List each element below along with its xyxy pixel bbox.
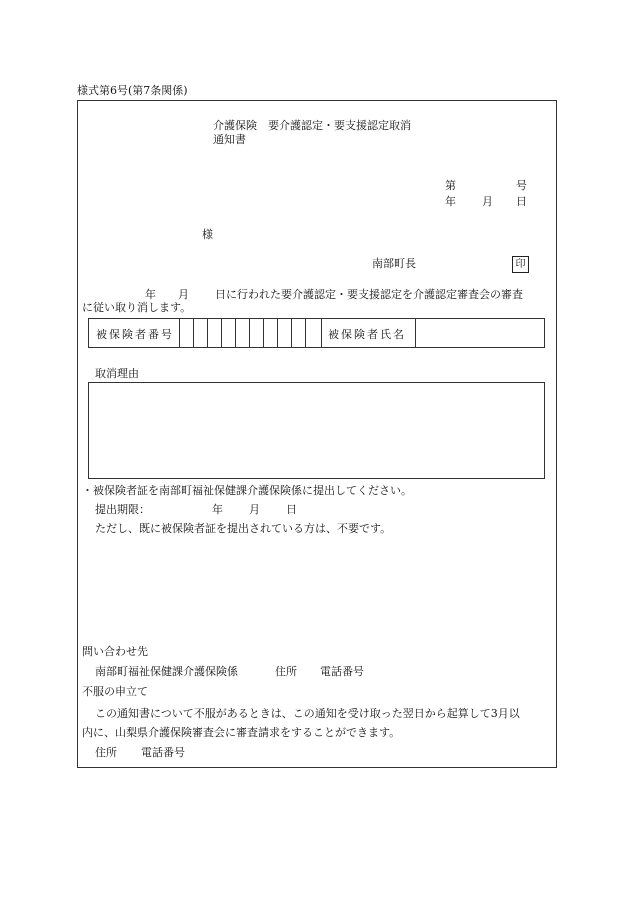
insured-number-digit[interactable] — [208, 319, 222, 347]
addressee-suffix: 様 — [202, 228, 213, 241]
inquiry-heading: 問い合わせ先 — [82, 645, 148, 658]
insured-name-label: 被保険者氏名 — [328, 328, 406, 341]
body-text-line-2: に従い取り消します。 — [82, 301, 192, 314]
inquiry-address: 住所 — [275, 665, 297, 678]
number-suffix: 号 — [516, 179, 527, 192]
body-month: 月 — [178, 288, 189, 301]
issue-month: 月 — [482, 195, 493, 208]
insured-number-digit[interactable] — [194, 319, 208, 347]
appeal-phone: 電話番号 — [141, 746, 185, 759]
insured-number-digit[interactable] — [236, 319, 250, 347]
deadline-label: 提出期限： — [95, 503, 150, 516]
cancel-reason-box[interactable] — [88, 382, 545, 479]
cancel-reason-label: 取消理由 — [95, 367, 139, 380]
insured-name-field[interactable] — [416, 319, 544, 347]
inquiry-phone: 電話番号 — [320, 665, 364, 678]
insured-number-label-cell — [89, 319, 180, 347]
appeal-line-1: この通知書について不服があるときは、この通知を受け取った翌日から起算して3月以 — [95, 707, 520, 720]
insured-number-digit[interactable] — [278, 319, 292, 347]
insured-number-digit[interactable] — [250, 319, 264, 347]
deadline-year: 年 — [212, 503, 223, 516]
seal-mark: 印 — [512, 256, 529, 273]
issuer: 南部町長 — [372, 257, 416, 270]
issue-day: 日 — [516, 195, 527, 208]
body-text-line-1: 日に行われた要介護認定・要支援認定を介護認定審査会の審査 — [215, 288, 523, 301]
insured-number-digit[interactable] — [222, 319, 236, 347]
insured-number-label: 被保険者番号 — [96, 328, 174, 341]
body-year: 年 — [145, 288, 156, 301]
insured-table — [88, 318, 545, 348]
appeal-line-2: 内に、山梨県介護保険審査会に審査請求をすることができます。 — [82, 726, 401, 739]
insured-number-digit[interactable] — [292, 319, 306, 347]
notice-note: ただし、既に被保険者証を提出されている方は、不要です。 — [95, 522, 392, 535]
number-prefix: 第 — [445, 179, 456, 192]
insured-name-label-cell — [322, 319, 416, 347]
appeal-address: 住所 — [95, 746, 117, 759]
title-line-1: 介護保険 要介護認定・要支援認定取消 — [213, 119, 411, 132]
insured-number-digit[interactable] — [264, 319, 278, 347]
appeal-heading: 不服の申立て — [82, 685, 148, 698]
title-line-2: 通知書 — [213, 133, 246, 146]
issue-year: 年 — [445, 195, 456, 208]
insured-number-digit[interactable] — [180, 319, 194, 347]
deadline-day: 日 — [286, 503, 297, 516]
deadline-month: 月 — [249, 503, 260, 516]
notice-line-1: ・被保険者証を南部町福祉保健課介護保険係に提出してください。 — [82, 484, 412, 497]
inquiry-dept: 南部町福祉保健課介護保険係 — [95, 665, 238, 678]
insured-number-digit[interactable] — [306, 319, 322, 347]
form-number: 様式第6号(第7条関係) — [77, 84, 188, 97]
